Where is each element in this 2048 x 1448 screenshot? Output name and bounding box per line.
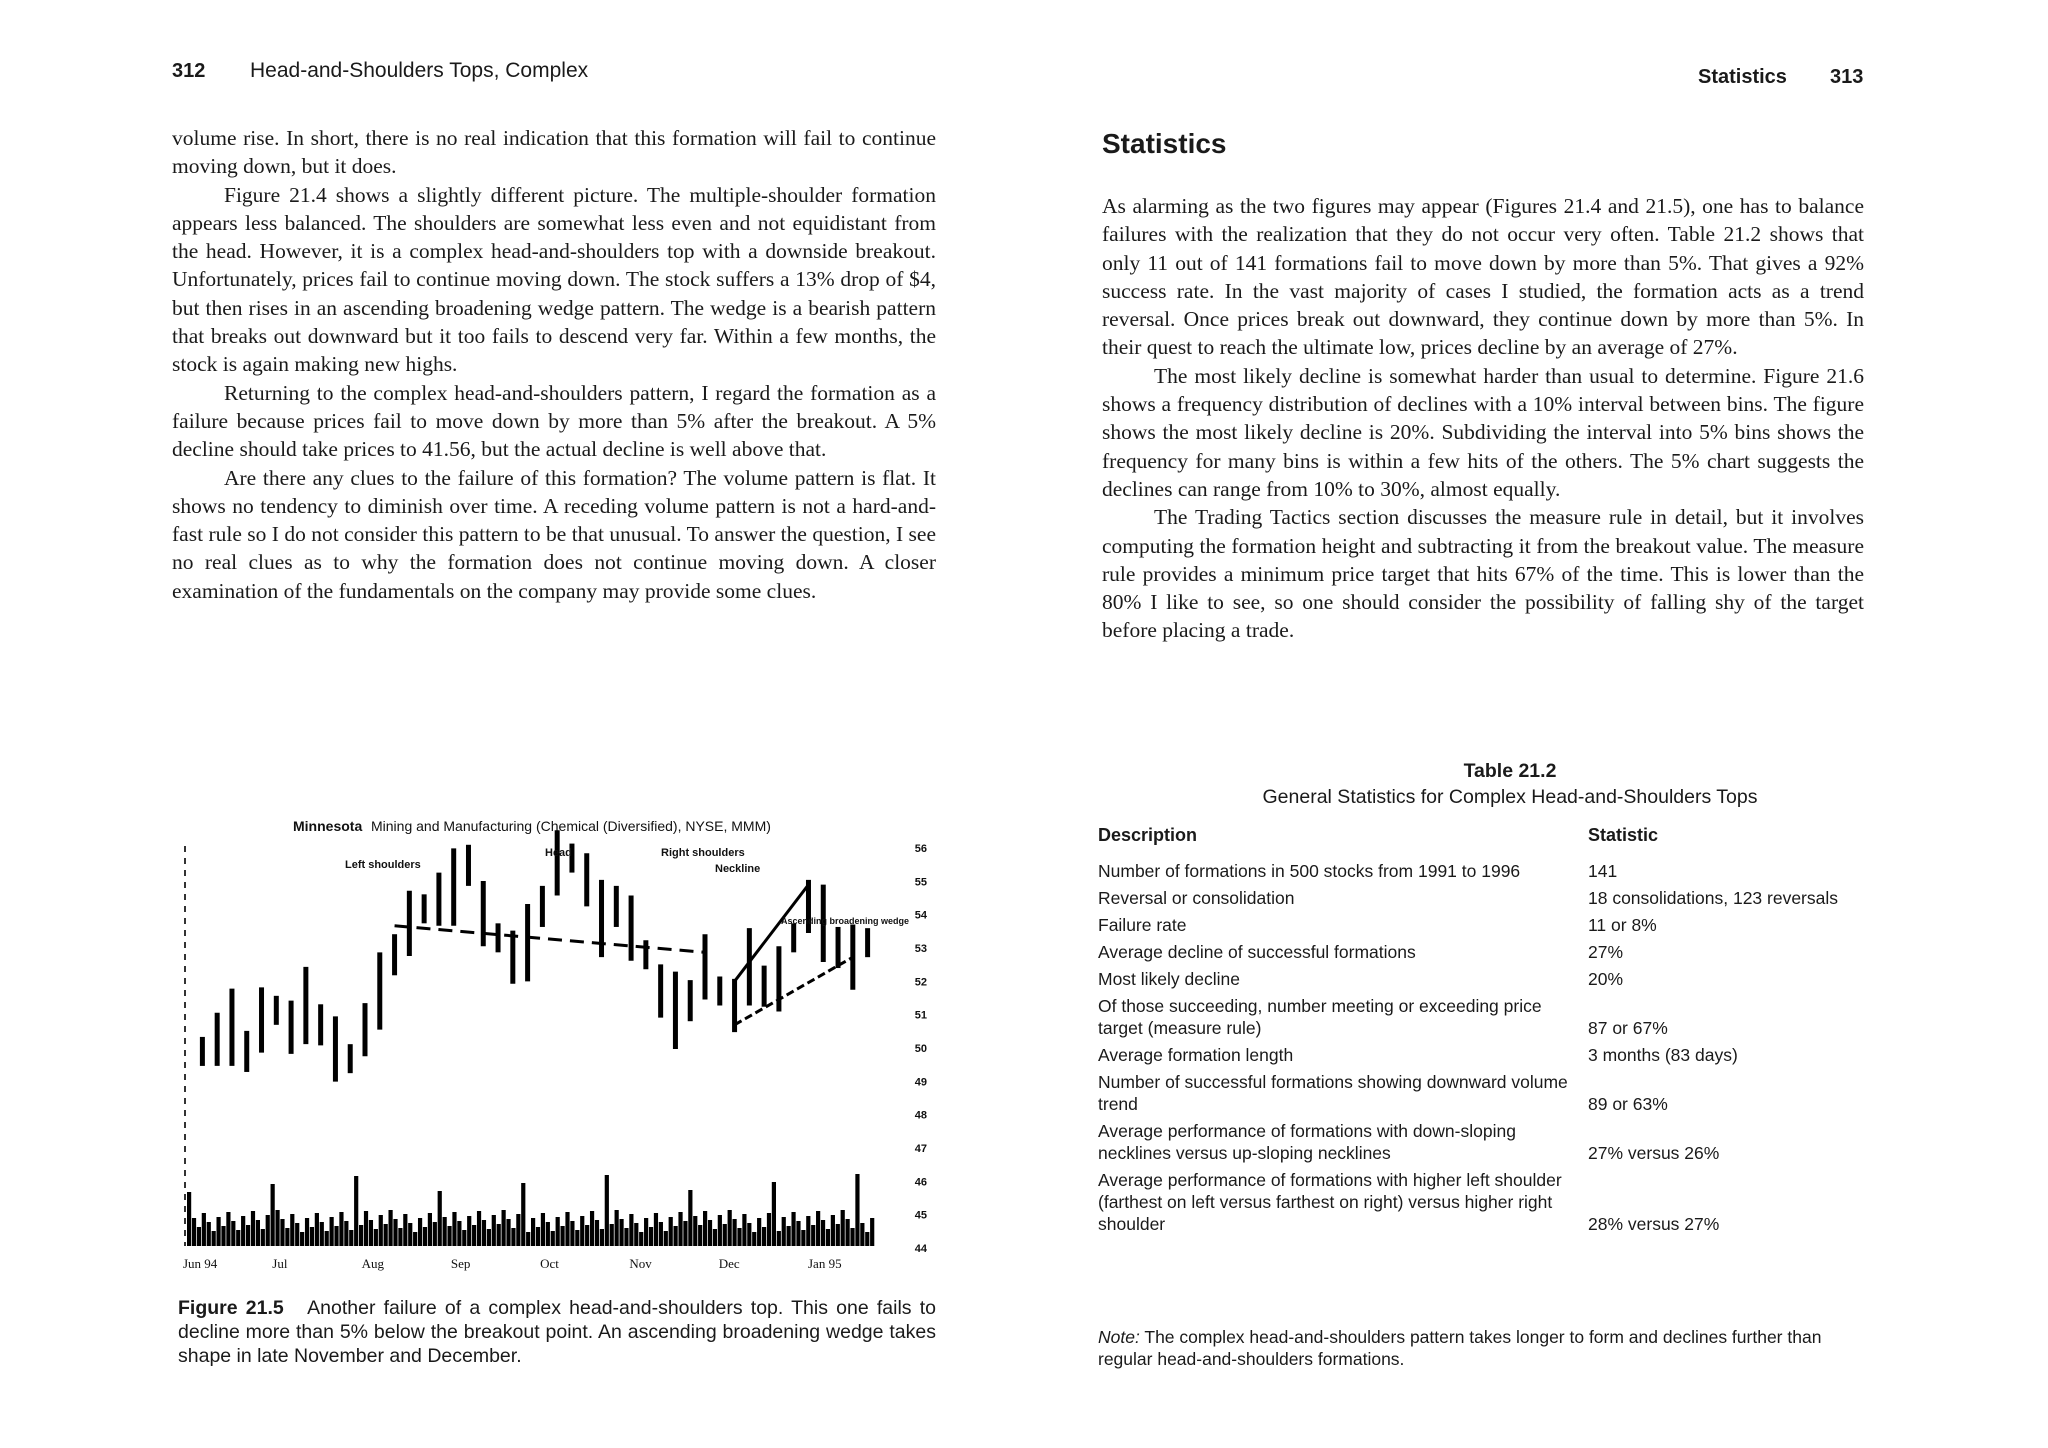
volume-bar [197,1227,201,1246]
paragraph: Are there any clues to the failure of this formation? The volume pattern is flat. It shows no tendency to diminish over time. A receding volume pattern is not a hard-and-fast rule so I do not consider this pattern to be that unusual. To answer the question, I see no real clues as to why the formation does not continue moving down. A closer examination of the fundamentals on the company may provide some clues. [172,465,936,603]
volume-bar [275,1210,279,1246]
y-tick-label: 47 [914,1143,927,1155]
volume-bar [551,1231,555,1246]
volume-bar [408,1223,412,1246]
volume-bar [497,1224,501,1246]
figure-caption [178,1296,936,1368]
x-tick-label: Sep [450,1256,471,1271]
volume-bar [266,1215,270,1246]
volume-bar [767,1213,771,1246]
volume-bar [256,1220,260,1246]
volume-bar [870,1218,874,1246]
section-title: Statistics [1102,128,1227,159]
cell-statistic: 28% versus 27% [1588,1214,1720,1234]
volume-bar [364,1211,368,1246]
volume-bar [423,1227,427,1246]
volume-bar [482,1220,486,1246]
volume-bar [629,1214,633,1246]
volume-bar [403,1214,407,1246]
y-axis-ticks [915,843,928,1255]
left-running-head: Head-and-Shoulders Tops, Complex [250,59,589,82]
volume-bar [826,1229,830,1246]
volume-bar [575,1230,579,1246]
figure-label: Figure 21.5 [178,1297,284,1319]
volume-bar [384,1224,388,1246]
volume-bar [654,1213,658,1246]
volume-bar [202,1213,206,1246]
paragraph: Figure 21.4 shows a slightly different picture. The multiple-shoulder formation appears less balanced. The shoulders are somewhat less even and not equidistant from the head. However, it is a complex head-and-shoulders top with a downside breakout. Unfortunately, prices fail to continue moving down. The stock suffers a 13% drop of $4, but then rises in an ascending broadening wedge pattern. The wedge is a bearish pattern that breaks out downward but it too fails to descend very far. Within a few months, the stock is again making new highs. [172,182,936,377]
cell-description: Average performance of formations with down-sloping necklines versus up-sloping necklines [1098,1121,1516,1163]
cell-statistic: 141 [1588,861,1618,881]
volume-bar [831,1215,835,1246]
table-header-row [1098,824,1878,858]
volume-bar [649,1227,653,1246]
volume-bar [674,1226,678,1246]
volume-bar [600,1229,604,1246]
volume-bar [216,1217,220,1246]
volume-bar [393,1219,397,1246]
volume-bar [757,1218,761,1246]
volume-bar [610,1224,614,1246]
cell-statistic: 27% [1588,942,1624,962]
x-tick-label: Nov [629,1256,652,1271]
volume-bar [595,1220,599,1246]
cell-description: Most likely decline [1098,969,1240,989]
cell-description: Average decline of successful formations [1098,942,1416,962]
volume-bar [320,1222,324,1246]
volume-bar [865,1232,869,1246]
annotation-neckline: Neckline [715,863,761,875]
volume-bar [212,1231,216,1246]
annotation-right-shoulders: Right shoulders [661,847,745,859]
volume-bar [452,1212,456,1246]
right-body-text [1102,192,1864,645]
volume-bar [580,1216,584,1246]
volume-bar [492,1215,496,1246]
y-tick-label: 56 [914,843,927,855]
volume-bar [379,1215,383,1246]
table-row [1098,966,1878,993]
volume-bar [811,1225,815,1246]
volume-bar [457,1221,461,1246]
x-axis-labels [183,1256,842,1271]
volume-bar [433,1222,437,1246]
cell-statistic: 27% versus 26% [1588,1143,1720,1163]
x-tick-label: Oct [540,1256,559,1271]
volume-bar [531,1218,535,1246]
y-tick-label: 51 [914,1009,927,1022]
volume-bar [207,1222,211,1246]
x-tick-label: Dec [718,1256,740,1271]
statistics-table [1098,824,1878,1238]
volume-bar [560,1226,564,1246]
volume-bar [846,1219,850,1246]
volume-bar [315,1213,319,1246]
volume-bar [816,1211,820,1246]
column-header-statistic: Statistic [1588,825,1659,845]
volume-bar [556,1217,560,1246]
table-title: Table 21.2 [1463,760,1557,782]
volume-bar [806,1216,810,1246]
cell-statistic: 20% [1588,969,1624,989]
volume-bar [703,1211,707,1246]
volume-bar [300,1232,304,1246]
volume-bar [732,1219,736,1246]
volume-bar [280,1219,284,1246]
volume-bar [511,1228,515,1246]
volume-bar [467,1216,471,1246]
volume-bar [428,1213,432,1246]
volume-bar [221,1226,225,1246]
volume-bar [619,1219,623,1246]
volume-bar [708,1220,712,1246]
volume-bar [349,1230,353,1246]
table-subtitle: General Statistics for Complex Head-and-Shoulders Tops [1262,786,1758,808]
volume-bar [487,1229,491,1246]
cell-description: Number of formations in 500 stocks from 1991 to 1996 [1098,861,1521,881]
volume-bar [477,1211,481,1246]
volume-bar [836,1224,840,1246]
volume-bar [472,1225,476,1246]
note-text: The complex head-and-shoulders pattern takes longer to form and declines further than regular head-and-shoulders formations. [1098,1327,1822,1369]
volume-bar [585,1225,589,1246]
volume-bar [502,1210,506,1246]
table-row [1098,939,1878,966]
volume-bar [791,1212,795,1246]
volume-bar [855,1174,859,1246]
volume-bar [536,1227,540,1246]
pattern-lines [395,885,853,1025]
volume-bar [737,1228,741,1246]
table-row [1098,1118,1878,1167]
volume-bar [231,1221,235,1246]
volume-bar [718,1215,722,1246]
volume-bar [192,1218,196,1246]
volume-bar [344,1221,348,1246]
volume-bar [246,1225,250,1246]
x-tick-label: Aug [361,1256,384,1271]
cell-statistic: 89 or 63% [1588,1094,1668,1114]
cell-description: Reversal or consolidation [1098,888,1295,908]
volume-bar [462,1230,466,1246]
y-tick-label: 55 [914,876,927,889]
volume-bar [374,1229,378,1246]
annotation-wedge: Ascending broadening wedge [781,916,910,926]
volume-bar [369,1220,373,1246]
volume-bar [226,1212,230,1246]
volume-bar [305,1218,309,1246]
volume-bar [290,1214,294,1246]
volume-bar [187,1192,191,1246]
cell-description: Number of successful formations showing downward volume trend [1098,1072,1568,1114]
table-row [1098,858,1878,885]
volume-bar [526,1232,530,1246]
volume-bar [634,1223,638,1246]
volume-bar [683,1221,687,1246]
paragraph: The most likely decline is somewhat harder than usual to determine. Figure 21.6 shows a frequency distribution of declines with a 10% interval between bins. The figure shows the most likely decline is 20%. Subdividing the interval into 5% bins shows the frequency for many bins is within a few hits of the others. The 5% chart suggests the declines can range from 10% to 30%, almost equally. [1102,363,1864,501]
figure-caption-text: Another failure of a complex head-and-shoulders top. This one fails to decline more than 5% below the breakout point. An ascending broadening wedge takes shape in late November and December. [178,1297,936,1367]
volume-bars [187,1174,874,1246]
volume-bar [388,1210,392,1246]
table-row [1098,993,1878,1042]
left-page-number: 312 [172,60,206,82]
volume-bar [261,1229,265,1246]
table-row [1098,885,1878,912]
volume-bar [565,1212,569,1246]
volume-bar [354,1176,358,1246]
volume-bar [398,1228,402,1246]
volume-bar [678,1212,682,1246]
neckline [395,926,705,953]
right-page-number: 313 [1830,66,1864,88]
cell-description: Average performance of formations with higher left shoulder (farthest on left versus farthest on right) versus higher right shoulder [1098,1170,1562,1234]
volume-bar [664,1231,668,1246]
table-note [1098,1326,1858,1370]
volume-bar [688,1190,692,1246]
paragraph: volume rise. In short, there is no real indication that this formation will fail to continue moving down, but it does. [172,126,936,179]
volume-bar [271,1184,275,1246]
table-row [1098,1167,1878,1238]
volume-bar [713,1229,717,1246]
wedge-upper-line [735,885,809,982]
volume-bar [418,1218,422,1246]
volume-bar [546,1222,550,1246]
volume-bar [251,1211,255,1246]
volume-bar [669,1217,673,1246]
volume-bar [639,1232,643,1246]
chart-title-bold: Minnesota [293,818,363,834]
table-row [1098,1069,1878,1118]
volume-bar [310,1227,314,1246]
left-body-text [172,124,936,605]
volume-bar [742,1214,746,1246]
volume-bar [521,1183,525,1246]
wedge-lower-line [735,957,853,1025]
volume-bar [821,1220,825,1246]
paragraph: Returning to the complex head-and-shoulders pattern, I regard the formation as a failure because prices fail to move down by more than 5% after the breakout. A 5% decline should take prices to 41.56, but the actual decline is well above that. [172,380,936,462]
x-tick-label: Jul [272,1256,288,1271]
y-tick-label: 54 [914,909,927,922]
table-row [1098,1042,1878,1069]
cell-statistic: 87 or 67% [1588,1018,1668,1038]
volume-bar [516,1214,520,1246]
volume-bar [541,1213,545,1246]
volume-bar [605,1175,609,1246]
volume-bar [782,1217,786,1246]
cell-statistic: 18 consolidations, 123 reversals [1588,888,1839,908]
price-bars [202,830,867,1081]
y-tick-label: 45 [914,1209,927,1222]
volume-bar [659,1222,663,1246]
volume-bar [772,1182,776,1246]
volume-bar [506,1219,510,1246]
volume-bar [801,1230,805,1246]
y-tick-label: 52 [914,976,927,989]
y-tick-label: 49 [914,1076,927,1089]
volume-bar [295,1223,299,1246]
volume-bar [747,1223,751,1246]
note-label: Note: [1098,1327,1140,1347]
y-tick-label: 46 [914,1176,927,1189]
x-tick-label: Jun 94 [183,1256,218,1271]
cell-statistic: 11 or 8% [1588,915,1657,935]
cell-description: Failure rate [1098,915,1187,935]
chart-title-rest: Mining and Manufacturing (Chemical (Diversified), NYSE, MMM) [371,818,771,834]
volume-bar [413,1232,417,1246]
volume-bar [359,1225,363,1246]
volume-bar [339,1212,343,1246]
y-tick-label: 44 [914,1243,927,1255]
y-tick-label: 48 [914,1109,927,1122]
y-tick-label: 50 [914,1043,927,1055]
right-running-head: Statistics [1698,66,1787,88]
paragraph: The Trading Tactics section discusses the measure rule in detail, but it involves computing the formation height and subtracting it from the breakout value. The measure rule provides a minimum price target that hits 67% of the time. This is lower than the 80% I like to see, so one should consider the possibility of falling shy of the target before placing a trade. [1102,505,1864,643]
y-tick-label: 53 [914,943,927,955]
volume-bar [698,1225,702,1246]
volume-bar [624,1228,628,1246]
stock-chart [175,806,955,1276]
volume-bar [644,1218,648,1246]
paragraph: As alarming as the two figures may appear (Figures 21.4 and 21.5), one has to balance failures with the realization that they do not occur very often. Table 21.2 shows that only 11 out of 141 formations fail to move down by more than 5%. That gives a 92% success rate. In the vast majority of cases I studied, the formation acts as a trend reversal. Once prices break out downward, they continue down by more than 5%. In their quest to reach the ultimate low, prices decline by an average of 27%. [1102,194,1864,360]
volume-bar [723,1224,727,1246]
volume-bar [447,1226,451,1246]
volume-bar [330,1217,334,1246]
volume-bar [570,1221,574,1246]
volume-bar [438,1191,442,1246]
volume-bar [615,1210,619,1246]
table-row [1098,912,1878,939]
volume-bar [325,1231,329,1246]
annotation-head: Head [545,847,572,859]
cell-statistic: 3 months (83 days) [1588,1045,1738,1065]
volume-bar [334,1226,338,1246]
volume-bar [841,1210,845,1246]
x-tick-label: Jan 95 [808,1256,842,1271]
volume-bar [860,1223,864,1246]
volume-bar [693,1216,697,1246]
volume-bar [728,1210,732,1246]
volume-bar [236,1230,240,1246]
volume-bar [850,1228,854,1246]
cell-description: Of those succeeding, number meeting or exceeding price target (measure rule) [1098,996,1542,1038]
cell-description: Average formation length [1098,1045,1294,1065]
volume-bar [590,1211,594,1246]
volume-bar [443,1217,447,1246]
volume-bar [285,1228,289,1246]
column-header-description: Description [1098,825,1198,845]
volume-bar [777,1231,781,1246]
volume-bar [241,1216,245,1246]
volume-bar [796,1221,800,1246]
volume-bar [787,1226,791,1246]
annotation-left-shoulders: Left shoulders [345,859,421,871]
volume-bar [752,1232,756,1246]
volume-bar [762,1227,766,1246]
